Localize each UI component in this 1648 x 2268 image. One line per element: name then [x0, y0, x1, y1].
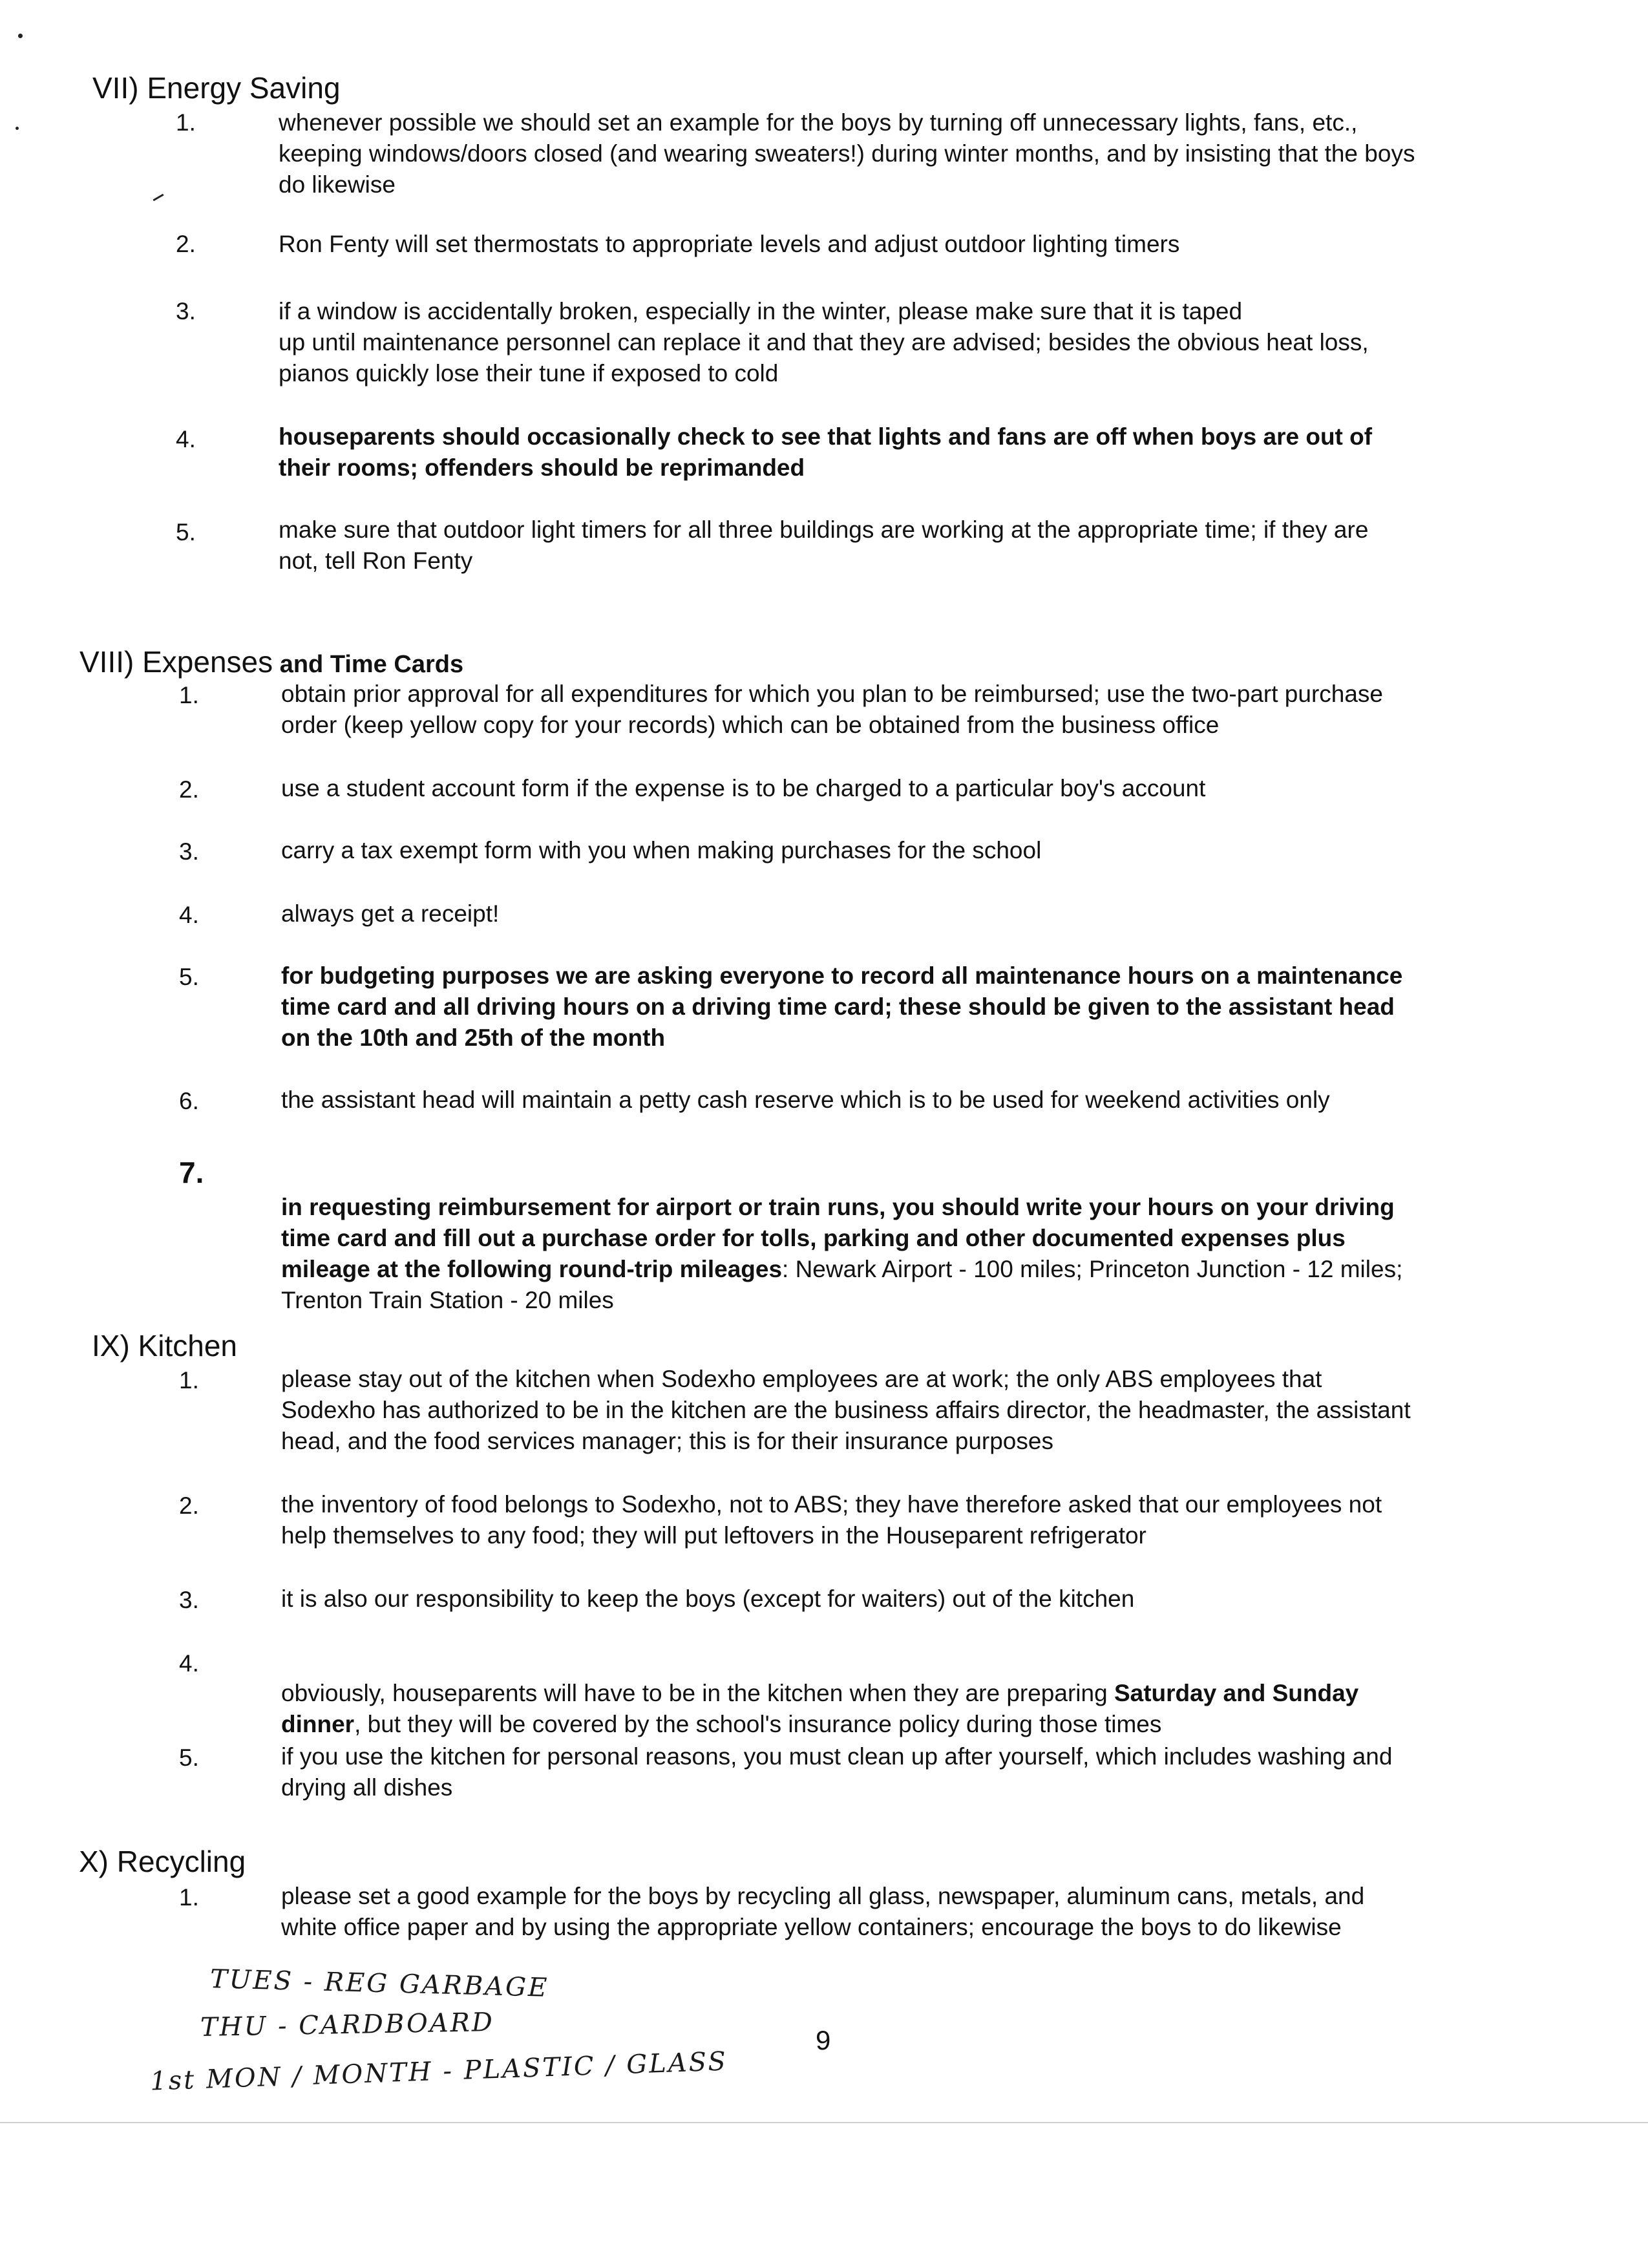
- item-text-bold: Saturday and Sunday dinner: [281, 1680, 1359, 1737]
- section-title-kitchen: [92, 1328, 237, 1364]
- item-text: obtain prior approval for all expenditures for which you plan to be reimbursed; use the two-part purchase order (keep yellow copy for your records) which can be obtained from the business office: [281, 681, 1383, 738]
- item-number: 2.: [179, 1492, 199, 1519]
- item-text: houseparents should occasionally check to see that lights and fans are off when boys are out of their rooms; offenders should be reprimanded: [279, 423, 1373, 481]
- section-title-energy-saving: [92, 70, 341, 106]
- section-title-text: VII) Energy Saving: [92, 71, 341, 105]
- handwritten-note: THU - CARDBOARD: [200, 2008, 495, 2042]
- item-text: [281, 1161, 1561, 1316]
- item-number: 3.: [176, 298, 196, 324]
- item-text: the assistant head will maintain a petty cash reserve which is to be used for weekend activities only: [281, 1086, 1330, 1113]
- scan-speck: [16, 127, 19, 130]
- item-number: 1.: [179, 1367, 199, 1394]
- section-title-text: VIII) Expenses: [79, 645, 273, 679]
- item-text: Ron Fenty will set thermostats to appropriate levels and adjust outdoor lighting timers: [279, 231, 1180, 257]
- section-title-suffix: and Time Cards: [273, 651, 464, 678]
- item-text-bold: in requesting reimbursement for airport or train runs, you should write your hours on your driving time card and fill out a purchase order for tolls, parking and other documented expenses plus mileage at the following round-trip mileages: [281, 1194, 1395, 1282]
- item-number: 2.: [179, 776, 199, 803]
- item-text: please set a good example for the boys by recycling all glass, newspaper, aluminum cans, metals, and white office paper and by using the appropriate yellow containers; encourage the boys to do likewise: [281, 1883, 1365, 1940]
- item-text: if you use the kitchen for personal reasons, you must clean up after yourself, which includes washing and drying all dishes: [281, 1743, 1393, 1801]
- scan-speck: [18, 34, 23, 38]
- item-number: 4.: [179, 902, 199, 928]
- item-number: 5.: [176, 519, 196, 546]
- handwritten-note: TUES - REG GARBAGE: [209, 1964, 549, 2003]
- handwritten-note: 1st MON / MONTH - PLASTIC / GLASS: [149, 2046, 728, 2097]
- scan-edge-line: [0, 2122, 1648, 2123]
- item-text-after: , but they will be covered by the school's insurance policy during those times: [354, 1711, 1162, 1737]
- item-text: please stay out of the kitchen when Sodexho employees are at work; the only ABS employees that Sodexho has authorized to be in the kitchen are the business affairs director, the headmaster, the assistant head, and the food services manager; this is for their insurance purposes: [281, 1366, 1411, 1454]
- item-number: 2.: [176, 231, 196, 257]
- item-text-plain: : Newark Airport - 100 miles; Princeton Junction - 12 miles; Trenton Train Station - 20 miles: [281, 1256, 1403, 1313]
- item-text: the inventory of food belongs to Sodexho, not to ABS; they have therefore asked that our employees not help themselves to any food; they will put leftovers in the Houseparent refrigerator: [281, 1491, 1382, 1549]
- item-number: 1.: [176, 109, 196, 136]
- section-title-recycling: [79, 1843, 246, 1880]
- section-title-text: IX) Kitchen: [92, 1329, 237, 1362]
- item-number: 3.: [179, 1587, 199, 1613]
- item-text: for budgeting purposes we are asking everyone to record all maintenance hours on a maintenance time card and all driving hours on a driving time card; these should be given to the assistant head on the 10th and 25th of the month: [281, 962, 1403, 1051]
- item-text-plain: obviously, houseparents will have to be in the kitchen when they are preparing: [281, 1680, 1114, 1706]
- item-text: whenever possible we should set an example for the boys by turning off unnecessary lights, fans, etc., keeping windows/doors closed (and wearing sweaters!) during winter months, and by insisting that the boys do likewise: [279, 109, 1415, 198]
- item-number: 1.: [179, 682, 199, 708]
- section-title-expenses: [79, 644, 463, 683]
- item-text: if a window is accidentally broken, especially in the winter, please make sure that it is taped up until maintenance personnel can replace it and that they are advised; besides the obvious heat loss, pianos quickly lose their tune if exposed to cold: [279, 298, 1369, 387]
- item-number: 4.: [179, 1650, 199, 1677]
- item-text: always get a receipt!: [281, 900, 500, 927]
- item-text: it is also our responsibility to keep the boys (except for waiters) out of the kitchen: [281, 1585, 1135, 1612]
- item-number: 4.: [176, 426, 196, 452]
- section-title-text: X) Recycling: [79, 1845, 246, 1878]
- item-number: 7.: [179, 1156, 204, 1189]
- item-text: use a student account form if the expense is to be charged to a particular boy's account: [281, 775, 1206, 801]
- pen-mark: [153, 194, 164, 202]
- item-text: carry a tax exempt form with you when making purchases for the school: [281, 837, 1042, 864]
- item-number: 6.: [179, 1088, 199, 1114]
- page-number: 9: [816, 2025, 831, 2055]
- item-number: 5.: [179, 964, 199, 990]
- item-text: make sure that outdoor light timers for all three buildings are working at the appropriate time; if they are not, tell Ron Fenty: [279, 516, 1369, 574]
- item-number: 1.: [179, 1884, 199, 1911]
- item-number: 3.: [179, 838, 199, 865]
- item-text: [281, 1647, 1561, 1740]
- item-number: 5.: [179, 1744, 199, 1771]
